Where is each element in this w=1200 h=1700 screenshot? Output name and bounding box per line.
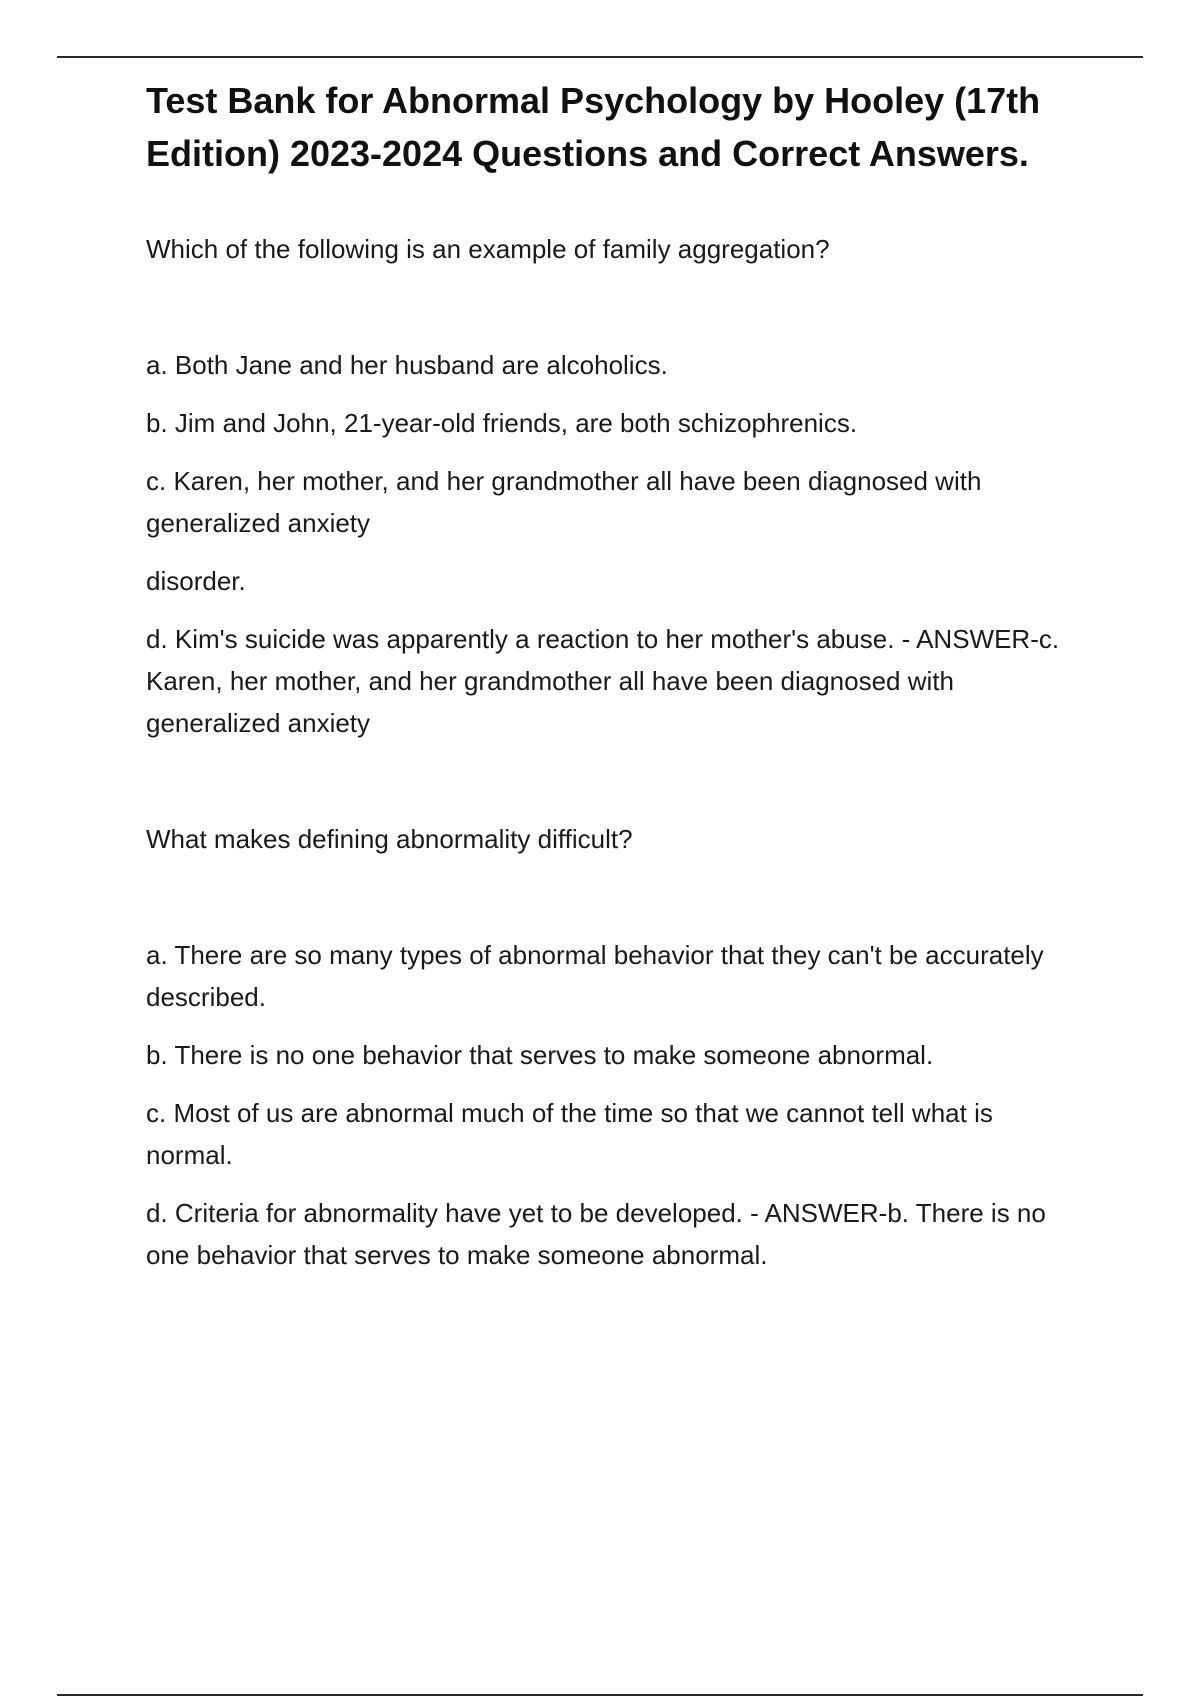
answer-option-b: b. Jim and John, 21-year-old friends, are both schizophrenics. [146,408,858,438]
question-block-2 [146,818,1076,1276]
answer-option-c: c. Karen, her mother, and her grandmother all have been diagnosed with generalized anxiety [146,466,982,538]
answer-option-c-continued: disorder. [146,566,246,596]
answer-option-a: a. There are so many types of abnormal behavior that they can't be accurately described. [146,940,1044,1012]
question-block-1 [146,228,1076,744]
answer-option-b: b. There is no one behavior that serves to make someone abnormal. [146,1040,934,1070]
answer-option-d-with-answer: d. Kim's suicide was apparently a reaction to her mother's abuse. - ANSWER-c. Karen, her mother, and her grandmother all have been diagnosed with generalized anxiety [146,624,1060,738]
question-text: What makes defining abnormality difficult? [146,824,633,854]
answer-option-c: c. Most of us are abnormal much of the time so that we cannot tell what is normal. [146,1098,993,1170]
question-text: Which of the following is an example of family aggregation? [146,234,830,264]
bottom-rule [57,1694,1143,1696]
answer-option-d-with-answer: d. Criteria for abnormality have yet to be developed. - ANSWER-b. There is no one behavior that serves to make someone abnormal. [146,1198,1046,1270]
top-rule [57,56,1143,58]
document-page [146,74,1076,1276]
document-title: Test Bank for Abnormal Psychology by Hooley (17th Edition) 2023-2024 Questions and Correct Answers. [146,80,1041,174]
answer-option-a: a. Both Jane and her husband are alcoholics. [146,350,668,380]
